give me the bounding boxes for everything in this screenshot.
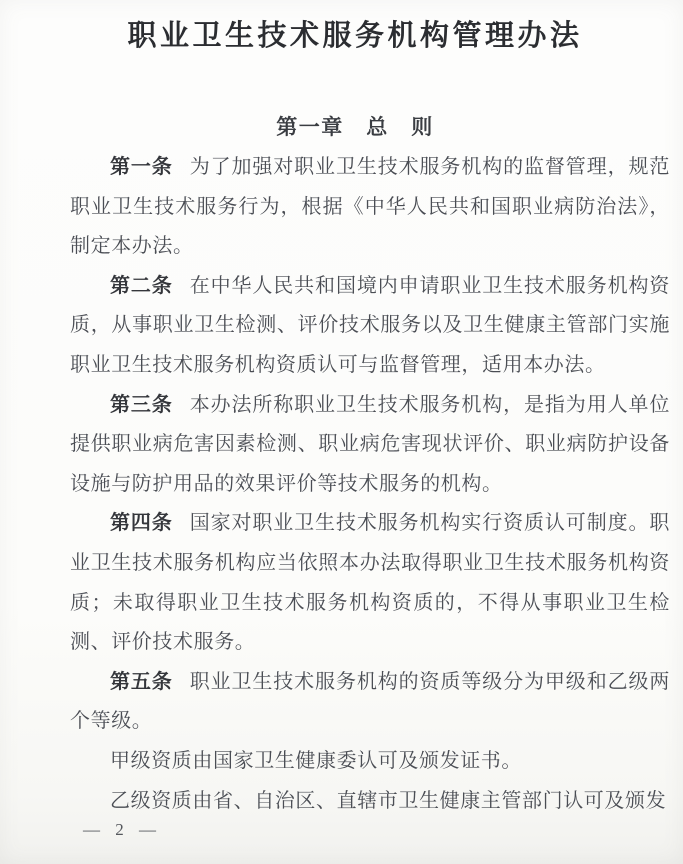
chapter-heading: 第一章 总 则 xyxy=(276,116,434,139)
article-5-text: 职业卫生技术服务机构的资质等级分为甲级和乙级两个等级。 xyxy=(70,670,670,733)
article-1 xyxy=(70,148,670,267)
document-title: 职业卫生技术服务机构管理办法 xyxy=(127,20,583,52)
article-1-label: 第一条 xyxy=(110,156,173,178)
paragraph-grade-b: 乙级资质由省、自治区、直辖市卫生健康主管部门认可及颁发 xyxy=(110,789,667,812)
article-3-text: 本办法所称职业卫生技术服务机构，是指为用人单位提供职业病危害因素检测、职业病危害现状评价、职业病防护设备设施与防护用品的效果评价等技术服务的机构。 xyxy=(70,393,670,495)
article-1-text: 为了加强对职业卫生技术服务机构的监督管理，规范职业卫生技术服务行为，根据《中华人民共和国职业病防治法》，制定本办法。 xyxy=(70,156,670,258)
article-5-label: 第五条 xyxy=(110,670,173,693)
article-4-label: 第四条 xyxy=(110,512,173,535)
page-number: — 2 — xyxy=(83,820,157,839)
article-2-text: 在中华人民共和国境内申请职业卫生技术服务机构资质，从事职业卫生检测、评价技术服务以及卫生健康主管部门实施职业卫生技术服务机构资质认可与监督管理，适用本办法。 xyxy=(70,274,670,376)
article-5 xyxy=(70,663,670,742)
article-2 xyxy=(70,267,670,386)
document-body xyxy=(0,148,683,821)
article-3-label: 第三条 xyxy=(110,393,173,416)
article-3 xyxy=(70,386,670,505)
article-4 xyxy=(70,504,670,662)
paragraph-grade-a: 甲级资质由国家卫生健康委认可及颁发证书。 xyxy=(110,749,522,772)
article-4-text: 国家对职业卫生技术服务机构实行资质认可制度。职业卫生技术服务机构应当依照本办法取得职业卫生技术服务机构资质；未取得职业卫生技术服务机构资质的，不得从事职业卫生检测、评价技术服务。 xyxy=(70,512,670,654)
article-2-label: 第二条 xyxy=(110,274,173,297)
